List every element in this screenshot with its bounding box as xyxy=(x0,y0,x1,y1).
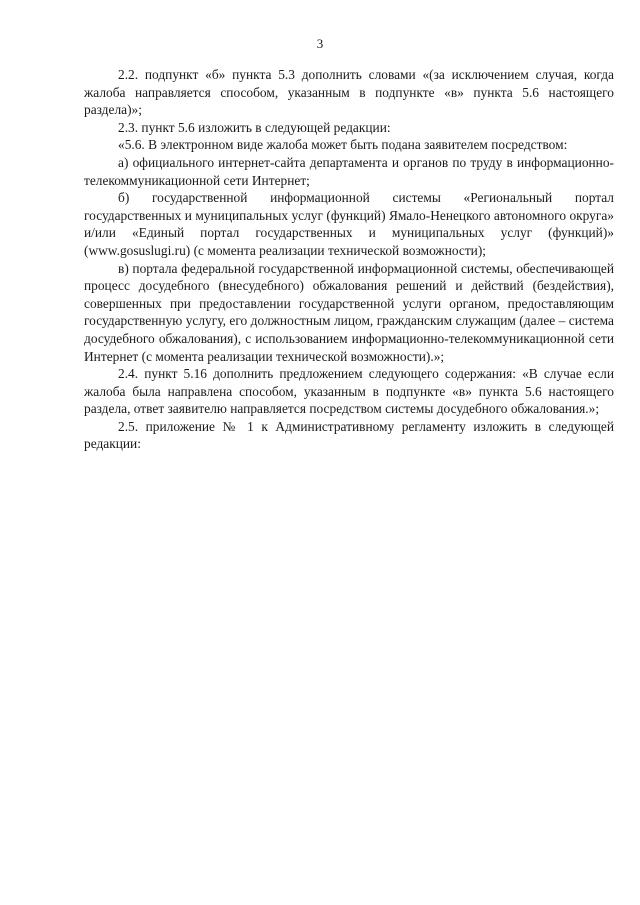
paragraph-2-3: 2.3. пункт 5.6 изложить в следующей редакции: xyxy=(118,119,391,135)
paragraph-5-6-v: в) портала федеральной государственной информационной системы, обеспечивающей процесс досудебного (внесудебного) обжалования решений и действий (бездействия), совершенных при предоставлении государственной услуги органом, предоставляющим государственную услугу, его должностным лицом, гражданским служащим (далее – система досудебного обжалования), с использованием информационно-телекоммуникационной сети Интернет (с момента реализации технической возможности).»; xyxy=(84,260,614,364)
paragraph-2-4: 2.4. пункт 5.16 дополнить предложением следующего содержания: «В случае если жалоба была направлена способом, указанным в подпункте «в» пункта 5.6 настоящего раздела, ответ заявителю направляется посредством системы досудебного обжалования.»; xyxy=(84,366,614,417)
paragraph-5-6-intro: «5.6. В электронном виде жалоба может быть подана заявителем посредством: xyxy=(118,137,568,153)
paragraph-2-2: 2.2. подпункт «б» пункта 5.3 дополнить словами «(за исключением случая, когда жалоба направляется способом, указанным в подпункте «в» пункта 5.6 настоящего раздела)»; xyxy=(84,67,614,118)
paragraph-5-6-a: а) официального интернет-сайта департамента и органов по труду в информационно-телекоммуникационной сети Интернет; xyxy=(84,154,614,188)
paragraph-5-6-b: б) государственной информационной системы «Региональный портал государственных и муниципальных услуг (функций) Ямало-Ненецкого автономного округа» и/или «Единый портал государственных и муниципальных услуг (функций)» (www.gosuslugi.ru) (с момента реализации технической возможности); xyxy=(84,190,614,258)
page-number: 3 xyxy=(316,36,324,51)
paragraph-2-5: 2.5. приложение № 1 к Административному регламенту изложить в следующей редакции: xyxy=(84,418,614,452)
document-body xyxy=(84,66,614,453)
